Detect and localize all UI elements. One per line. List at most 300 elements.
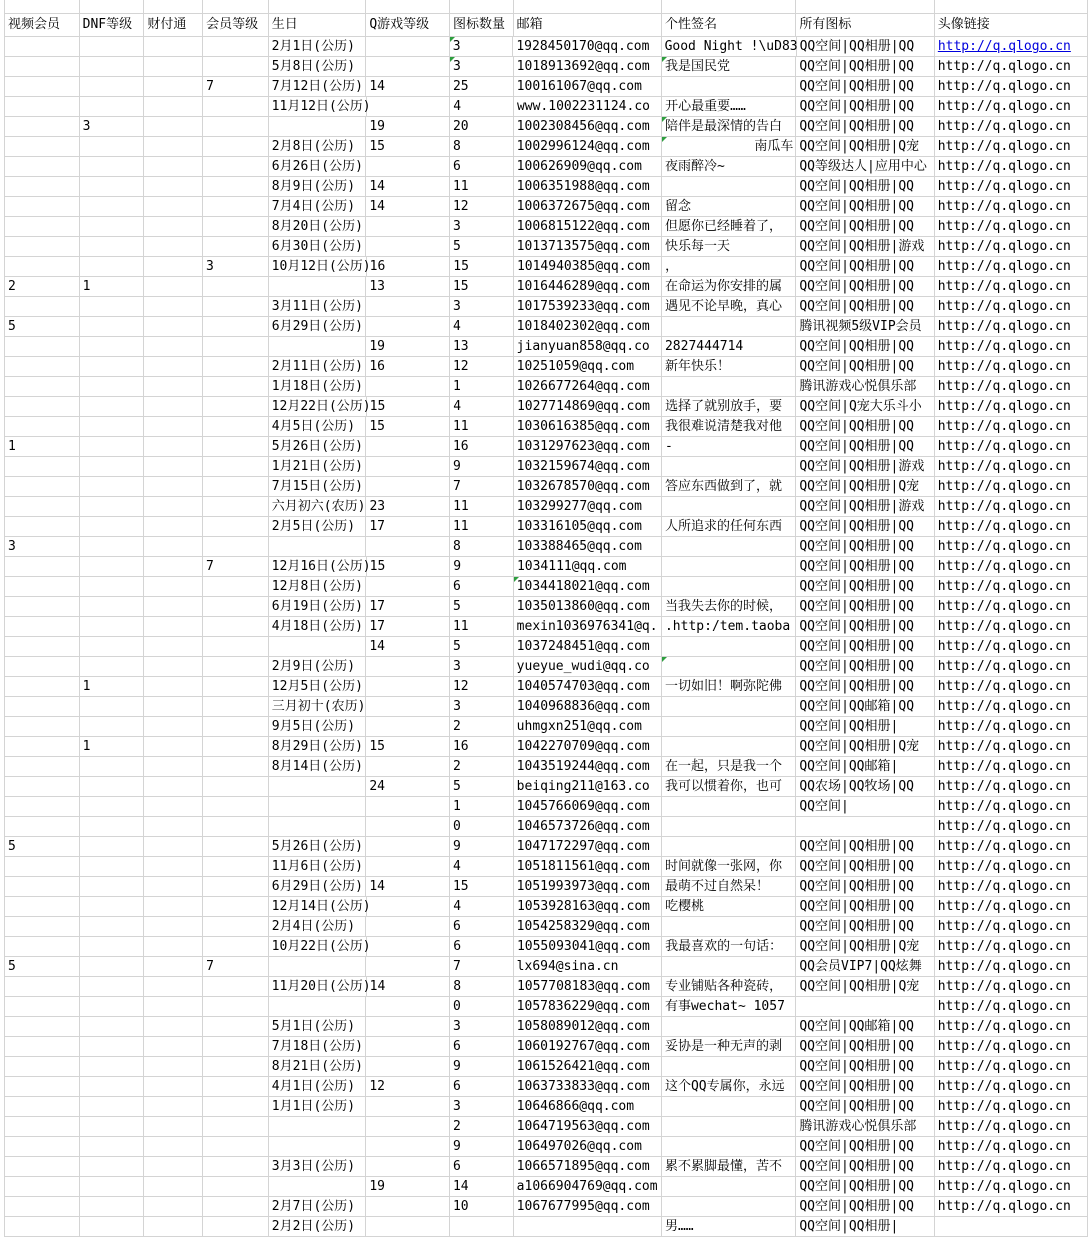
cell-tenpay[interactable] xyxy=(144,937,203,957)
cell-email[interactable]: 1043519244@qq.com xyxy=(514,757,662,777)
cell-vip[interactable] xyxy=(203,797,269,817)
cell-signature[interactable] xyxy=(662,1117,796,1137)
cell-tenpay[interactable] xyxy=(144,117,203,137)
cell-signature[interactable] xyxy=(662,637,796,657)
cell-vip[interactable] xyxy=(203,817,269,837)
cell-icons[interactable]: 15 xyxy=(450,877,514,897)
cell-avatar[interactable]: http://q.qlogo.cn xyxy=(935,217,1088,237)
cell-icons[interactable]: 3 xyxy=(450,57,514,77)
cell-video[interactable] xyxy=(5,137,80,157)
cell-qgame[interactable] xyxy=(366,297,450,317)
cell-video[interactable] xyxy=(5,977,80,997)
cell-dnf[interactable] xyxy=(80,1157,145,1177)
cell-email[interactable]: 1002996124@qq.com xyxy=(514,137,662,157)
cell-icons[interactable]: 6 xyxy=(450,917,514,937)
cell-icons[interactable]: 3 xyxy=(450,37,514,57)
cell-avatar[interactable]: http://q.qlogo.cn xyxy=(935,1177,1088,1197)
cell-dnf[interactable] xyxy=(80,297,145,317)
cell-vip[interactable] xyxy=(203,1197,269,1217)
cell-avatar[interactable]: http://q.qlogo.cn xyxy=(935,397,1088,417)
cell-avatar[interactable]: http://q.qlogo.cn xyxy=(935,917,1088,937)
cell-vip[interactable] xyxy=(203,1017,269,1037)
cell-email[interactable]: uhmgxn251@qq.com xyxy=(514,717,662,737)
cell-vip[interactable] xyxy=(203,297,269,317)
cell-vip[interactable] xyxy=(203,717,269,737)
cell-dnf[interactable] xyxy=(80,157,145,177)
cell-avatar[interactable]: http://q.qlogo.cn xyxy=(935,597,1088,617)
cell-tenpay[interactable] xyxy=(144,1197,203,1217)
cell-email[interactable]: 106497026@qq.com xyxy=(514,1137,662,1157)
cell-qgame[interactable]: 14 xyxy=(367,977,451,997)
cell-tenpay[interactable] xyxy=(144,377,203,397)
cell-all_icons[interactable]: QQ空间|QQ相册|QQ xyxy=(796,297,934,317)
cell-video[interactable] xyxy=(5,97,80,117)
cell-video[interactable] xyxy=(5,577,80,597)
cell-all_icons[interactable]: 腾讯游戏心悦俱乐部 xyxy=(796,377,934,397)
cell-vip[interactable] xyxy=(203,837,269,857)
cell-tenpay[interactable] xyxy=(144,177,203,197)
cell-tenpay[interactable] xyxy=(144,317,203,337)
cell-birthday[interactable]: 2月1日(公历) xyxy=(269,37,366,57)
cell-all_icons[interactable]: QQ空间|QQ相册|QQ xyxy=(796,637,934,657)
cell-dnf[interactable]: 1 xyxy=(80,677,145,697)
cell-avatar[interactable]: http://q.qlogo.cn xyxy=(935,117,1088,137)
cell-signature[interactable] xyxy=(662,1177,796,1197)
cell-qgame[interactable] xyxy=(366,857,450,877)
cell-dnf[interactable] xyxy=(80,1197,145,1217)
cell-birthday[interactable]: 1月18日(公历) xyxy=(269,377,367,397)
cell-video[interactable]: 5 xyxy=(5,837,80,857)
cell-icons[interactable]: 20 xyxy=(450,117,514,137)
cell-icons[interactable]: 9 xyxy=(450,1137,514,1157)
cell-birthday[interactable]: 12月5日(公历) xyxy=(269,677,367,697)
cell-tenpay[interactable] xyxy=(144,537,203,557)
cell-dnf[interactable] xyxy=(80,237,145,257)
cell-empty[interactable] xyxy=(80,0,145,14)
cell-email[interactable]: 1055093041@qq.com xyxy=(514,937,662,957)
cell-icons[interactable]: 3 xyxy=(450,657,514,677)
cell-video[interactable] xyxy=(5,1157,80,1177)
cell-qgame[interactable] xyxy=(366,577,450,597)
cell-qgame[interactable]: 12 xyxy=(366,1077,450,1097)
cell-icons[interactable]: 6 xyxy=(450,1037,514,1057)
cell-icons[interactable]: 2 xyxy=(450,1117,514,1137)
cell-icons[interactable]: 8 xyxy=(450,537,514,557)
cell-tenpay[interactable] xyxy=(144,897,203,917)
cell-all_icons[interactable]: QQ空间|QQ邮箱|QQ xyxy=(796,1017,934,1037)
cell-all_icons[interactable]: QQ空间|QQ相册|QQ xyxy=(796,97,934,117)
cell-qgame[interactable]: 14 xyxy=(366,77,450,97)
cell-all_icons[interactable]: QQ空间|QQ相册|QQ xyxy=(796,597,934,617)
cell-dnf[interactable] xyxy=(80,457,145,477)
cell-email[interactable]: 103388465@qq.com xyxy=(514,537,662,557)
cell-icons[interactable]: 1 xyxy=(450,377,514,397)
cell-email[interactable]: jianyuan858@qq.co xyxy=(514,337,662,357)
cell-tenpay[interactable] xyxy=(144,137,203,157)
cell-signature[interactable] xyxy=(662,577,796,597)
cell-all_icons[interactable]: QQ空间|QQ相册|QQ xyxy=(797,37,935,57)
cell-vip[interactable] xyxy=(203,617,269,637)
cell-icons[interactable]: 9 xyxy=(450,557,514,577)
cell-avatar[interactable] xyxy=(935,37,1088,57)
cell-all_icons[interactable]: QQ空间|QQ相册|QQ xyxy=(796,57,934,77)
cell-dnf[interactable] xyxy=(80,657,145,677)
cell-tenpay[interactable] xyxy=(144,237,203,257)
cell-dnf[interactable] xyxy=(80,1177,145,1197)
cell-video[interactable] xyxy=(5,497,80,517)
cell-video[interactable] xyxy=(5,1017,80,1037)
cell-vip[interactable] xyxy=(203,1177,269,1197)
cell-all_icons[interactable]: QQ空间|QQ相册|QQ xyxy=(796,337,934,357)
cell-all_icons[interactable]: QQ空间|QQ相册|Q宠 xyxy=(796,737,934,757)
cell-all_icons[interactable]: QQ空间|QQ相册| xyxy=(796,1217,934,1237)
cell-qgame[interactable]: 15 xyxy=(367,397,451,417)
cell-all_icons[interactable]: QQ空间|QQ邮箱|QQ xyxy=(796,697,934,717)
cell-dnf[interactable] xyxy=(80,1037,145,1057)
cell-dnf[interactable] xyxy=(80,357,145,377)
cell-tenpay[interactable] xyxy=(144,1077,203,1097)
cell-birthday[interactable]: 8月9日(公历) xyxy=(269,177,367,197)
cell-empty[interactable] xyxy=(662,0,796,14)
cell-birthday[interactable]: 2月11日(公历) xyxy=(269,357,367,377)
cell-all_icons[interactable]: QQ空间|QQ相册|QQ xyxy=(796,877,934,897)
cell-all_icons[interactable]: QQ等级达人|应用中心 xyxy=(796,157,934,177)
cell-birthday[interactable]: 3月3日(公历) xyxy=(269,1157,367,1177)
cell-qgame[interactable] xyxy=(366,837,450,857)
cell-birthday[interactable] xyxy=(269,277,367,297)
cell-icons[interactable]: 4 xyxy=(450,897,514,917)
cell-qgame[interactable]: 19 xyxy=(366,117,450,137)
cell-tenpay[interactable] xyxy=(144,1017,203,1037)
cell-qgame[interactable] xyxy=(366,1197,450,1217)
cell-tenpay[interactable] xyxy=(144,517,203,537)
cell-all_icons[interactable]: QQ空间|QQ相册|QQ xyxy=(796,1057,934,1077)
cell-icons[interactable]: 11 xyxy=(450,417,514,437)
cell-qgame[interactable] xyxy=(366,237,450,257)
cell-video[interactable]: 1 xyxy=(5,437,80,457)
cell-empty[interactable] xyxy=(5,0,80,14)
cell-icons[interactable]: 3 xyxy=(450,217,514,237)
cell-icons[interactable]: 6 xyxy=(450,577,514,597)
cell-icons[interactable]: 6 xyxy=(450,937,514,957)
cell-video[interactable] xyxy=(5,197,80,217)
cell-email[interactable]: 1034418021@qq.com xyxy=(514,577,662,597)
cell-empty[interactable] xyxy=(269,0,367,14)
cell-email[interactable]: 103299277@qq.com xyxy=(514,497,662,517)
cell-avatar[interactable]: http://q.qlogo.cn xyxy=(935,657,1088,677)
cell-email[interactable]: 1031297623@qq.com xyxy=(514,437,662,457)
cell-dnf[interactable] xyxy=(80,577,145,597)
cell-signature[interactable]: 我最喜欢的一句话： xyxy=(662,937,796,957)
cell-tenpay[interactable] xyxy=(144,597,203,617)
cell-vip[interactable] xyxy=(203,597,269,617)
cell-avatar[interactable]: http://q.qlogo.cn xyxy=(935,377,1088,397)
cell-signature[interactable]: 一切如旧！啊弥陀佛 xyxy=(662,677,796,697)
cell-vip[interactable] xyxy=(203,237,269,257)
cell-signature[interactable] xyxy=(662,657,796,677)
cell-signature[interactable]: 这个QQ专属你，永远 xyxy=(662,1077,796,1097)
cell-birthday[interactable]: 2月8日(公历) xyxy=(269,137,367,157)
cell-all_icons[interactable]: QQ空间|QQ相册|QQ xyxy=(796,657,934,677)
cell-empty[interactable] xyxy=(935,0,1088,14)
cell-qgame[interactable]: 17 xyxy=(366,597,450,617)
cell-vip[interactable] xyxy=(203,477,269,497)
cell-video[interactable] xyxy=(5,597,80,617)
cell-avatar[interactable]: http://q.qlogo.cn xyxy=(935,1197,1088,1217)
cell-tenpay[interactable] xyxy=(144,657,203,677)
cell-signature[interactable]: 快乐每一天 xyxy=(662,237,796,257)
cell-dnf[interactable] xyxy=(80,637,145,657)
cell-birthday[interactable]: 7月15日(公历) xyxy=(269,477,367,497)
cell-signature[interactable] xyxy=(662,177,796,197)
cell-birthday[interactable]: 三月初十(农历) xyxy=(269,697,367,717)
cell-icons[interactable]: 3 xyxy=(450,297,514,317)
cell-signature[interactable] xyxy=(662,1197,796,1217)
cell-email[interactable]: 1060192767@qq.com xyxy=(514,1037,662,1057)
cell-vip[interactable] xyxy=(203,197,269,217)
cell-tenpay[interactable] xyxy=(144,1097,203,1117)
cell-birthday[interactable] xyxy=(269,337,367,357)
cell-video[interactable] xyxy=(5,337,80,357)
cell-video[interactable] xyxy=(5,37,80,57)
cell-video[interactable] xyxy=(5,997,80,1017)
cell-icons[interactable]: 5 xyxy=(450,597,514,617)
cell-dnf[interactable] xyxy=(80,717,145,737)
cell-icons[interactable]: 3 xyxy=(450,1017,514,1037)
cell-avatar[interactable]: http://q.qlogo.cn xyxy=(935,937,1088,957)
cell-tenpay[interactable] xyxy=(144,217,203,237)
cell-tenpay[interactable] xyxy=(144,1117,203,1137)
cell-email[interactable]: 1032678570@qq.com xyxy=(514,477,662,497)
cell-avatar[interactable]: http://q.qlogo.cn xyxy=(935,957,1088,977)
cell-vip[interactable] xyxy=(203,377,269,397)
cell-avatar[interactable]: http://q.qlogo.cn xyxy=(935,277,1088,297)
cell-tenpay[interactable] xyxy=(144,497,203,517)
cell-birthday[interactable]: 4月1日(公历) xyxy=(269,1077,367,1097)
cell-all_icons[interactable]: QQ空间|QQ相册|游戏 xyxy=(796,457,934,477)
cell-signature[interactable]: 有事wechat~ 1057 xyxy=(662,997,796,1017)
cell-icons[interactable]: 12 xyxy=(450,357,514,377)
cell-birthday[interactable] xyxy=(269,997,367,1017)
cell-video[interactable] xyxy=(5,397,80,417)
cell-email[interactable]: 1061526421@qq.com xyxy=(514,1057,662,1077)
cell-avatar[interactable]: http://q.qlogo.cn xyxy=(935,417,1088,437)
cell-qgame[interactable] xyxy=(366,1017,450,1037)
cell-vip[interactable] xyxy=(203,417,269,437)
cell-email[interactable]: 1030616385@qq.com xyxy=(514,417,662,437)
cell-tenpay[interactable] xyxy=(144,417,203,437)
cell-birthday[interactable]: 11月20日(公历) xyxy=(269,977,367,997)
cell-all_icons[interactable]: QQ空间|QQ相册|Q宠 xyxy=(796,137,934,157)
cell-icons[interactable]: 16 xyxy=(450,437,514,457)
cell-avatar[interactable]: http://q.qlogo.cn xyxy=(935,437,1088,457)
cell-signature[interactable]: 陪伴是最深情的告白 xyxy=(662,117,796,137)
cell-vip[interactable] xyxy=(203,877,269,897)
cell-email[interactable]: beiqing211@163.co xyxy=(514,777,662,797)
cell-birthday[interactable]: 2月4日(公历) xyxy=(269,917,367,937)
cell-tenpay[interactable] xyxy=(144,1217,203,1237)
cell-signature[interactable]: 开心最重要…… xyxy=(662,97,796,117)
cell-vip[interactable] xyxy=(203,437,269,457)
cell-avatar[interactable]: http://q.qlogo.cn xyxy=(935,777,1088,797)
cell-dnf[interactable] xyxy=(80,777,145,797)
cell-video[interactable]: 3 xyxy=(5,537,80,557)
cell-icons[interactable]: 0 xyxy=(450,997,514,1017)
cell-video[interactable] xyxy=(5,877,80,897)
cell-video[interactable] xyxy=(5,1077,80,1097)
cell-video[interactable]: 5 xyxy=(5,317,80,337)
cell-signature[interactable]: 当我失去你的时候， xyxy=(662,597,796,617)
cell-video[interactable] xyxy=(5,677,80,697)
cell-tenpay[interactable] xyxy=(144,197,203,217)
cell-video[interactable] xyxy=(5,937,80,957)
cell-empty[interactable] xyxy=(514,0,662,14)
cell-birthday[interactable]: 9月5日(公历) xyxy=(269,717,367,737)
cell-video[interactable] xyxy=(5,697,80,717)
cell-email[interactable]: 1053928163@qq.com xyxy=(514,897,662,917)
cell-all_icons[interactable]: QQ空间|QQ相册|Q宠 xyxy=(796,937,934,957)
col-header-email[interactable]: 邮箱 xyxy=(514,14,662,37)
cell-email[interactable]: 100626909@qq.com xyxy=(514,157,662,177)
cell-video[interactable] xyxy=(5,477,80,497)
cell-video[interactable] xyxy=(5,917,80,937)
cell-all_icons[interactable]: QQ空间|QQ相册|QQ xyxy=(796,677,934,697)
cell-dnf[interactable] xyxy=(80,377,145,397)
cell-all_icons[interactable]: QQ空间|QQ相册|QQ xyxy=(796,277,934,297)
cell-vip[interactable]: 7 xyxy=(203,557,269,577)
cell-icons[interactable]: 0 xyxy=(450,817,514,837)
cell-avatar[interactable]: http://q.qlogo.cn xyxy=(935,617,1088,637)
cell-signature[interactable] xyxy=(662,797,796,817)
cell-signature[interactable] xyxy=(662,1137,796,1157)
cell-all_icons[interactable]: QQ空间|QQ相册|QQ xyxy=(796,1197,934,1217)
cell-vip[interactable] xyxy=(203,37,269,57)
cell-signature[interactable] xyxy=(662,697,796,717)
cell-qgame[interactable] xyxy=(366,477,450,497)
cell-qgame[interactable] xyxy=(366,537,450,557)
cell-icons[interactable]: 4 xyxy=(450,97,514,117)
cell-tenpay[interactable] xyxy=(144,677,203,697)
cell-vip[interactable] xyxy=(203,657,269,677)
cell-icons[interactable]: 12 xyxy=(450,677,514,697)
cell-vip[interactable] xyxy=(203,337,269,357)
cell-signature[interactable]: 留念 xyxy=(662,197,796,217)
cell-birthday[interactable] xyxy=(269,797,367,817)
cell-email[interactable]: a1066904769@qq.com xyxy=(514,1177,662,1197)
cell-signature[interactable]: 男…… xyxy=(662,1217,796,1237)
cell-signature[interactable] xyxy=(662,717,796,737)
cell-signature[interactable]: Good Night !\uD83 xyxy=(662,37,797,57)
cell-avatar[interactable]: http://q.qlogo.cn xyxy=(935,797,1088,817)
cell-avatar[interactable]: http://q.qlogo.cn xyxy=(935,1157,1088,1177)
cell-email[interactable]: 1017539233@qq.com xyxy=(514,297,662,317)
cell-qgame[interactable]: 14 xyxy=(366,877,450,897)
cell-empty[interactable] xyxy=(366,0,450,14)
cell-all_icons[interactable]: QQ空间|QQ相册|QQ xyxy=(796,1137,934,1157)
col-header-vip[interactable]: 会员等级 xyxy=(203,14,269,37)
cell-vip[interactable]: 3 xyxy=(203,257,269,277)
cell-avatar[interactable]: http://q.qlogo.cn xyxy=(935,97,1088,117)
cell-video[interactable] xyxy=(5,857,80,877)
cell-vip[interactable] xyxy=(203,1117,269,1137)
cell-dnf[interactable] xyxy=(80,197,145,217)
cell-qgame[interactable] xyxy=(366,437,450,457)
cell-video[interactable] xyxy=(5,1097,80,1117)
cell-qgame[interactable] xyxy=(366,997,450,1017)
cell-email[interactable]: 1016446289@qq.com xyxy=(514,277,662,297)
cell-all_icons[interactable]: QQ空间|QQ相册|QQ xyxy=(796,257,934,277)
cell-all_icons[interactable]: QQ空间|QQ相册|游戏 xyxy=(796,237,934,257)
cell-all_icons[interactable]: 腾讯游戏心悦俱乐部 xyxy=(796,1117,934,1137)
cell-vip[interactable] xyxy=(203,137,269,157)
cell-video[interactable] xyxy=(5,237,80,257)
cell-avatar[interactable]: http://q.qlogo.cn xyxy=(935,57,1088,77)
cell-dnf[interactable] xyxy=(80,477,145,497)
cell-qgame[interactable]: 15 xyxy=(367,557,451,577)
cell-birthday[interactable]: 8月14日(公历) xyxy=(269,757,367,777)
cell-tenpay[interactable] xyxy=(144,817,203,837)
cell-birthday[interactable]: 6月29日(公历) xyxy=(269,877,367,897)
cell-all_icons[interactable] xyxy=(796,817,934,837)
cell-birthday[interactable]: 6月26日(公历) xyxy=(269,157,367,177)
cell-signature[interactable]: 在一起，只是我一个 xyxy=(662,757,796,777)
cell-video[interactable]: 2 xyxy=(5,277,80,297)
cell-qgame[interactable]: 14 xyxy=(366,177,450,197)
cell-signature[interactable]: 选择了就别放手，要 xyxy=(662,397,796,417)
cell-dnf[interactable] xyxy=(80,437,145,457)
cell-video[interactable] xyxy=(5,817,80,837)
cell-qgame[interactable] xyxy=(366,1057,450,1077)
cell-qgame[interactable]: 15 xyxy=(366,417,450,437)
cell-icons[interactable]: 10 xyxy=(450,1197,514,1217)
cell-dnf[interactable] xyxy=(80,857,145,877)
cell-birthday[interactable]: 4月5日(公历) xyxy=(269,417,367,437)
cell-icons[interactable]: 5 xyxy=(450,777,514,797)
cell-all_icons[interactable]: 腾讯视频5级VIP会员 xyxy=(796,317,934,337)
cell-qgame[interactable] xyxy=(366,217,450,237)
cell-tenpay[interactable] xyxy=(144,397,203,417)
cell-signature[interactable]: 但愿你已经睡着了， xyxy=(662,217,796,237)
cell-signature[interactable]: 南瓜车 xyxy=(662,137,796,157)
cell-vip[interactable] xyxy=(203,577,269,597)
cell-tenpay[interactable] xyxy=(144,97,203,117)
cell-vip[interactable] xyxy=(203,97,269,117)
cell-avatar[interactable]: http://q.qlogo.cn xyxy=(935,637,1088,657)
cell-dnf[interactable] xyxy=(80,597,145,617)
cell-all_icons[interactable]: QQ空间|QQ相册|QQ xyxy=(796,77,934,97)
cell-tenpay[interactable] xyxy=(144,977,203,997)
cell-tenpay[interactable] xyxy=(144,917,203,937)
cell-dnf[interactable] xyxy=(80,877,145,897)
cell-avatar[interactable] xyxy=(935,1217,1088,1237)
cell-tenpay[interactable] xyxy=(144,577,203,597)
cell-signature[interactable] xyxy=(662,457,796,477)
cell-email[interactable]: 1045766069@qq.com xyxy=(514,797,662,817)
cell-email[interactable]: 1018913692@qq.com xyxy=(514,57,662,77)
cell-tenpay[interactable] xyxy=(144,257,203,277)
cell-avatar[interactable]: http://q.qlogo.cn xyxy=(935,517,1088,537)
cell-dnf[interactable] xyxy=(80,1117,145,1137)
cell-signature[interactable] xyxy=(662,957,796,977)
cell-vip[interactable] xyxy=(203,457,269,477)
cell-tenpay[interactable] xyxy=(144,737,203,757)
cell-all_icons[interactable]: QQ空间|QQ相册|QQ xyxy=(796,1157,934,1177)
cell-email[interactable]: 10251059@qq.com xyxy=(514,357,662,377)
cell-dnf[interactable] xyxy=(80,897,145,917)
cell-all_icons[interactable]: QQ空间| xyxy=(796,797,934,817)
cell-icons[interactable]: 15 xyxy=(450,277,514,297)
cell-birthday[interactable] xyxy=(269,777,367,797)
